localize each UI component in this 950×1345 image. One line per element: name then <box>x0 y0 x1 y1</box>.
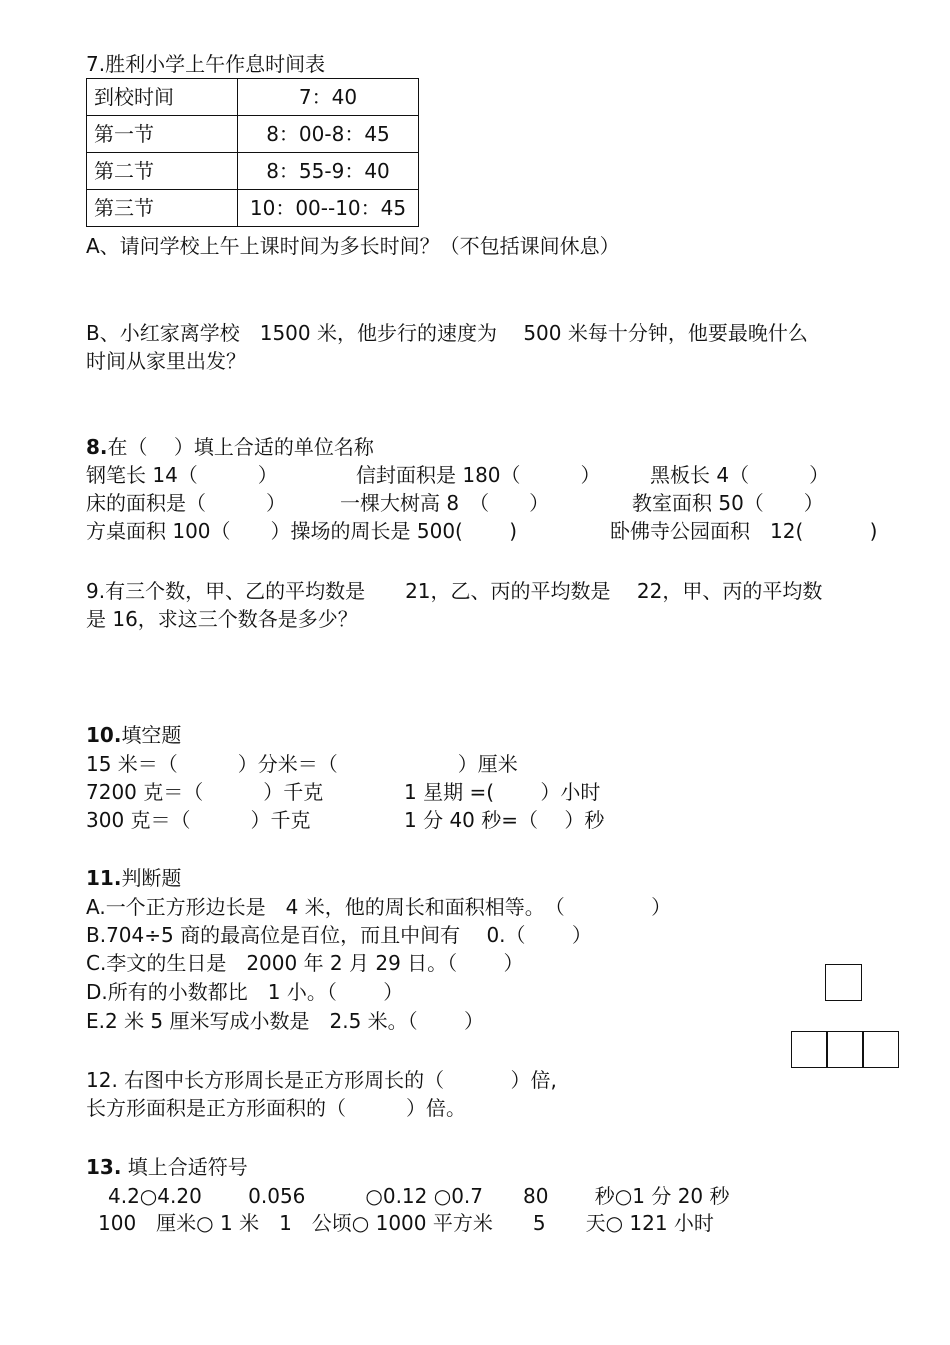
period-label: 到校时间 <box>87 79 238 116</box>
q13-line2: 100 厘米○ 1 米 1 公顷○ 1000 平方米 5 天○ 121 小时 <box>98 1211 714 1235</box>
q7-title: 7.胜利小学上午作息时间表 <box>86 52 326 76</box>
q10-line1: 15 米＝（ ）分米＝（ ）厘米 <box>86 752 518 776</box>
period-label: 第一节 <box>87 116 238 153</box>
q10-item: 300 克＝（ ）千克 <box>86 808 311 832</box>
q11-item: B.704÷5 商的最高位是百位，而且中间有 0.（ ） <box>86 923 592 947</box>
square-figure <box>825 964 862 1001</box>
q10-title: 填空题 <box>121 723 182 747</box>
q8-item: 方桌面积 100（ ）操场的周长是 500( ) <box>86 519 518 543</box>
q8-item: 卧佛寺公园面积 12( ) <box>610 519 878 543</box>
period-time: 8：55-9：40 <box>238 153 419 190</box>
q7-part-a: A、请问学校上午上课时间为多长时间？（不包括课间休息） <box>86 234 620 258</box>
q8-item: 信封面积是 180（ ） <box>356 463 601 487</box>
q10-number: 10. <box>86 723 122 747</box>
table-row <box>87 153 419 190</box>
q8-item: 黑板长 4（ ） <box>650 463 830 487</box>
table-row <box>87 79 419 116</box>
q8-number: 8. <box>86 435 108 459</box>
q11-title: 判断题 <box>121 866 182 890</box>
q7-part-b-line2: 时间从家里出发？ <box>86 349 246 373</box>
q10-heading <box>86 722 181 748</box>
q11-item: C.李文的生日是 2000 年 2 月 29 日。（ ） <box>86 951 524 975</box>
schedule-table <box>86 78 419 227</box>
q9-line1: 9.有三个数，甲、乙的平均数是 21，乙、丙的平均数是 22，甲、丙的平均数 <box>86 579 823 603</box>
rectangle-divider <box>826 1032 828 1067</box>
q13-number: 13. <box>86 1155 122 1179</box>
table-row <box>87 116 419 153</box>
rectangle-figure <box>791 1031 899 1068</box>
q8-item: 教室面积 50（ ） <box>632 491 824 515</box>
q11-heading <box>86 865 181 891</box>
q13-line1: 4.2○4.20 0.056 ○0.12 ○0.7 80 秒○1 分 20 秒 <box>108 1184 730 1208</box>
period-time: 7：40 <box>238 79 419 116</box>
q8-item: 钢笔长 14（ ） <box>86 463 278 487</box>
q13-heading <box>86 1154 248 1180</box>
q10-item: 1 分 40 秒=（ ）秒 <box>404 808 605 832</box>
q12-line1: 12. 右图中长方形周长是正方形周长的（ ）倍, <box>86 1068 557 1092</box>
period-label: 第二节 <box>87 153 238 190</box>
rectangle-divider <box>862 1032 864 1067</box>
q11-item: D.所有的小数都比 1 小。（ ） <box>86 980 404 1004</box>
period-time: 10：00--10：45 <box>238 190 419 227</box>
q8-item: 床的面积是（ ） <box>86 491 286 515</box>
q11-item: E.2 米 5 厘米写成小数是 2.5 米。（ ） <box>86 1009 485 1033</box>
q8-heading <box>86 434 374 460</box>
q11-item: A.一个正方形边长是 4 米，他的周长和面积相等。 （ ） <box>86 895 672 919</box>
table-row <box>87 190 419 227</box>
q8-title: 在（ ）填上合适的单位名称 <box>107 435 374 459</box>
period-time: 8：00-8：45 <box>238 116 419 153</box>
q11-number: 11. <box>86 866 122 890</box>
q10-item: 7200 克＝（ ）千克 <box>86 780 324 804</box>
q10-item: 1 星期 =( ）小时 <box>404 780 601 804</box>
q7-part-b-line1: B、小红家离学校 1500 米，他步行的速度为 500 米每十分钟，他要最晚什么 <box>86 321 808 345</box>
q8-item: 一棵大树高 8 （ ） <box>340 491 550 515</box>
period-label: 第三节 <box>87 190 238 227</box>
q9-line2: 是 16，求这三个数各是多少？ <box>86 607 358 631</box>
q12-line2: 长方形面积是正方形面积的（ ）倍。 <box>86 1096 466 1120</box>
q13-title: 填上合适符号 <box>121 1155 248 1179</box>
